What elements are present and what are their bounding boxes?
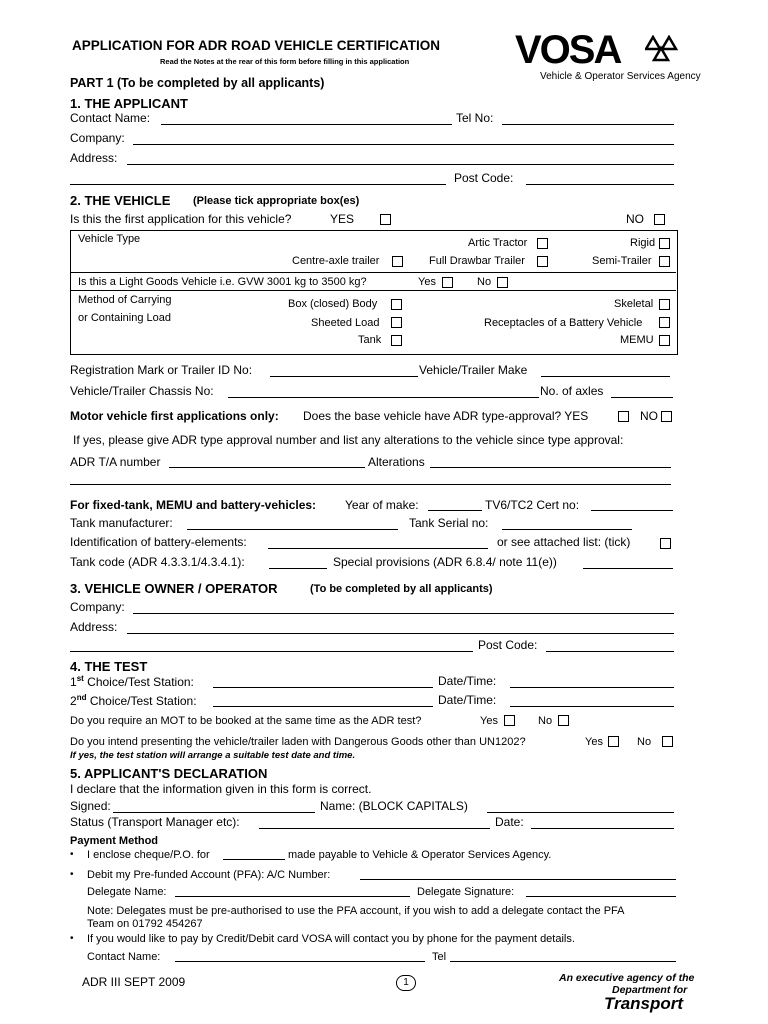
cheque-label-b: made payable to Vehicle & Operator Services Agency. (288, 849, 552, 861)
delegate-signature-label: Delegate Signature: (417, 886, 515, 898)
first-app-question: Is this the first application for this vehicle? (70, 212, 292, 226)
rigid-label: Rigid (630, 237, 656, 249)
block-name-field[interactable] (487, 812, 674, 813)
artic-tractor-checkbox[interactable] (537, 238, 548, 249)
section2-heading: 2. THE VEHICLE (70, 193, 171, 208)
table-divider (70, 272, 676, 273)
form-reference: ADR III SEPT 2009 (82, 975, 186, 989)
status-label: Status (Transport Manager etc): (70, 815, 240, 829)
special-provisions-label: Special provisions (ADR 6.8.4/ note 11(e)) (333, 555, 557, 569)
ta-number-label: ADR T/A number (70, 455, 161, 469)
first-choice-text: Choice/Test Station: (87, 675, 194, 689)
centre-axle-checkbox[interactable] (392, 256, 403, 267)
first-app-yes-checkbox[interactable] (380, 214, 391, 225)
contact-name-label: Contact Name: (70, 111, 151, 125)
tv6-field[interactable] (591, 510, 673, 511)
owner-post-code-label: Post Code: (478, 638, 538, 652)
page-number: 1 (396, 975, 416, 991)
lgv-no-checkbox[interactable] (497, 277, 508, 288)
first-date-label: Date/Time: (438, 674, 497, 688)
tank-serial-label: Tank Serial no: (409, 516, 489, 530)
mot-no-label: No (538, 715, 553, 727)
first-app-no-checkbox[interactable] (654, 214, 665, 225)
chassis-field[interactable] (228, 397, 539, 398)
tank-label: Tank (358, 334, 382, 346)
section1-heading: 1. THE APPLICANT (70, 96, 188, 111)
delegate-name-field[interactable] (175, 896, 410, 897)
first-app-yes-label: YES (330, 212, 355, 226)
laden-no-checkbox[interactable] (662, 736, 673, 747)
address-label: Address: (70, 151, 118, 165)
exec-agency-line1: An executive agency of the (559, 972, 695, 984)
form-title: APPLICATION FOR ADR ROAD VEHICLE CERTIFICATION (72, 38, 440, 53)
pay-contact-name-field[interactable] (175, 961, 425, 962)
delegate-name-label: Delegate Name: (87, 886, 167, 898)
laden-note: If yes, the test station will arrange a suitable test date and time. (70, 750, 356, 761)
delegate-note-1: Note: Delegates must be pre-authorised to use the PFA account, if you wish to add a delegate contact the PFA (87, 905, 625, 917)
pay-tel-label: Tel (432, 951, 447, 963)
vosa-logo: VOSA (515, 28, 621, 72)
laden-yes-checkbox[interactable] (608, 736, 619, 747)
second-choice-num: 2 (70, 694, 77, 708)
lgv-no-label: No (477, 276, 492, 288)
payment-heading: Payment Method (70, 835, 159, 847)
alterations-field[interactable] (430, 467, 671, 468)
delegate-signature-field[interactable] (526, 896, 676, 897)
first-choice-suffix: st (76, 674, 84, 683)
box-body-label: Box (closed) Body (288, 298, 378, 310)
see-attached-label: or see attached list: (tick) (497, 535, 631, 549)
cheque-amount-field[interactable] (223, 859, 285, 860)
method-label-1: Method of Carrying (78, 294, 172, 306)
laden-yes-label: Yes (585, 736, 603, 748)
tel-no-field[interactable] (502, 124, 674, 125)
second-choice-label (70, 693, 197, 708)
semi-trailer-label: Semi-Trailer (592, 255, 652, 267)
owner-company-field[interactable] (133, 613, 674, 614)
mot-yes-checkbox[interactable] (504, 715, 515, 726)
sheeted-load-label: Sheeted Load (311, 317, 380, 329)
axles-label: No. of axles (540, 384, 604, 398)
reg-mark-field[interactable] (270, 376, 418, 377)
vehicle-type-label: Vehicle Type (78, 233, 141, 245)
table-divider (70, 290, 676, 291)
fixed-tank-bold-label: For fixed-tank, MEMU and battery-vehicles: (70, 498, 317, 512)
date-field[interactable] (531, 828, 674, 829)
triangle-logo-icon (645, 35, 679, 63)
reg-mark-label: Registration Mark or Trailer ID No: (70, 363, 253, 377)
method-label-2: or Containing Load (78, 312, 171, 324)
special-provisions-field[interactable] (583, 568, 673, 569)
section2-note: (Please tick appropriate box(es) (193, 195, 360, 207)
form-subtitle: Read the Notes at the rear of this form before filling in this application (160, 57, 410, 66)
section3-note: (To be completed by all applicants) (310, 583, 493, 595)
tank-checkbox[interactable] (391, 335, 402, 346)
post-code-field[interactable] (526, 184, 674, 185)
sheeted-load-checkbox[interactable] (391, 317, 402, 328)
lgv-yes-checkbox[interactable] (442, 277, 453, 288)
first-app-no-label: NO (626, 212, 644, 226)
motor-bold-label: Motor vehicle first applications only: (70, 409, 279, 423)
full-drawbar-checkbox[interactable] (537, 256, 548, 267)
owner-address-field-2[interactable] (70, 651, 473, 652)
first-choice-num: 1 (70, 675, 77, 689)
full-drawbar-label: Full Drawbar Trailer (429, 255, 525, 267)
signed-label: Signed: (70, 799, 111, 813)
contact-name-field[interactable] (161, 124, 452, 125)
ac-number-field[interactable] (360, 879, 676, 880)
tank-manufacturer-field[interactable] (187, 529, 398, 530)
semi-trailer-checkbox[interactable] (659, 256, 670, 267)
ident-field[interactable] (268, 548, 488, 549)
card-payment-text: If you would like to pay by Credit/Debit card VOSA will contact you by phone for the payment details. (87, 933, 575, 945)
first-choice-label (70, 674, 194, 689)
mot-yes-label: Yes (480, 715, 498, 727)
tel-no-label: Tel No: (456, 111, 494, 125)
motor-yes-checkbox[interactable] (618, 411, 629, 422)
second-date-field[interactable] (510, 706, 674, 707)
transport-logo: Transport (604, 994, 684, 1013)
bullet-point: • (70, 869, 74, 880)
owner-post-code-field[interactable] (546, 651, 674, 652)
agency-name: Vehicle & Operator Services Agency (540, 71, 701, 82)
delegate-note-2: Team on 01792 454267 (87, 918, 203, 930)
tank-manufacturer-label: Tank manufacturer: (70, 516, 173, 530)
cheque-label-a: I enclose cheque/P.O. for (87, 849, 210, 861)
laden-question: Do you intend presenting the vehicle/trailer laden with Dangerous Goods other than UN1202? (70, 736, 526, 748)
if-yes-instruction: If yes, please give ADR type approval number and list any alterations to the vehicle since type approval: (73, 433, 624, 447)
make-label: Vehicle/Trailer Make (419, 363, 528, 377)
mot-question: Do you require an MOT to be booked at the same time as the ADR test? (70, 715, 422, 727)
mot-no-checkbox[interactable] (558, 715, 569, 726)
skeletal-label: Skeletal (614, 298, 654, 310)
date-label: Date: (495, 815, 524, 829)
tank-code-field[interactable] (269, 568, 327, 569)
second-date-label: Date/Time: (438, 693, 497, 707)
tv6-label: TV6/TC2 Cert no: (485, 498, 580, 512)
owner-company-label: Company: (70, 600, 125, 614)
first-choice-field[interactable] (213, 687, 433, 688)
signed-field[interactable] (113, 812, 315, 813)
motor-question: Does the base vehicle have ADR type-approval? YES (303, 409, 589, 423)
box-body-checkbox[interactable] (391, 299, 402, 310)
make-field[interactable] (541, 376, 670, 377)
address-field[interactable] (127, 164, 674, 165)
exec-agency-line2: Department for (612, 984, 688, 996)
alterations-label: Alterations (368, 455, 425, 469)
section4-heading: 4. THE TEST (70, 659, 148, 674)
first-date-field[interactable] (510, 687, 674, 688)
chassis-label: Vehicle/Trailer Chassis No: (70, 384, 214, 398)
artic-tractor-label: Artic Tractor (468, 237, 528, 249)
owner-address-label: Address: (70, 620, 118, 634)
rigid-checkbox[interactable] (659, 238, 670, 249)
bullet-point: • (70, 933, 74, 944)
second-choice-field[interactable] (213, 706, 433, 707)
post-code-label: Post Code: (454, 171, 514, 185)
receptacles-checkbox[interactable] (659, 317, 670, 328)
memu-label: MEMU (620, 334, 654, 346)
see-attached-checkbox[interactable] (660, 538, 671, 549)
section3-heading: 3. VEHICLE OWNER / OPERATOR (70, 581, 278, 596)
address-field-2[interactable] (70, 184, 446, 185)
year-label: Year of make: (345, 498, 419, 512)
year-field[interactable] (428, 510, 482, 511)
motor-no-label: NO (640, 409, 658, 423)
second-choice-text: Choice/Test Station: (89, 694, 197, 708)
owner-address-field[interactable] (127, 633, 674, 634)
ta-number-field[interactable] (169, 467, 365, 468)
tank-serial-field[interactable] (502, 529, 632, 530)
motor-no-checkbox[interactable] (661, 411, 672, 422)
laden-no-label: No (637, 736, 652, 748)
pay-tel-field[interactable] (450, 961, 676, 962)
centre-axle-label: Centre-axle trailer (292, 255, 380, 267)
part1-heading: PART 1 (To be completed by all applicants) (70, 76, 325, 90)
section5-heading: 5. APPLICANT'S DECLARATION (70, 766, 268, 781)
status-field[interactable] (259, 828, 490, 829)
bullet-point: • (70, 849, 74, 860)
pay-contact-name-label: Contact Name: (87, 951, 161, 963)
declaration-text: I declare that the information given in this form is correct. (70, 782, 372, 796)
memu-checkbox[interactable] (659, 335, 670, 346)
lgv-yes-label: Yes (418, 276, 436, 288)
alterations-field-2[interactable] (70, 484, 671, 485)
ident-label: Identification of battery-elements: (70, 535, 247, 549)
debit-label: Debit my Pre-funded Account (PFA): A/C Number: (87, 869, 331, 881)
lgv-question: Is this a Light Goods Vehicle i.e. GVW 3001 kg to 3500 kg? (78, 276, 367, 288)
company-label: Company: (70, 131, 125, 145)
axles-field[interactable] (611, 397, 673, 398)
receptacles-label: Receptacles of a Battery Vehicle (484, 317, 643, 329)
skeletal-checkbox[interactable] (659, 299, 670, 310)
block-name-label: Name: (BLOCK CAPITALS) (320, 799, 468, 813)
second-choice-suffix: nd (76, 693, 87, 702)
tank-code-label: Tank code (ADR 4.3.3.1/4.3.4.1): (70, 555, 245, 569)
company-field[interactable] (133, 144, 674, 145)
